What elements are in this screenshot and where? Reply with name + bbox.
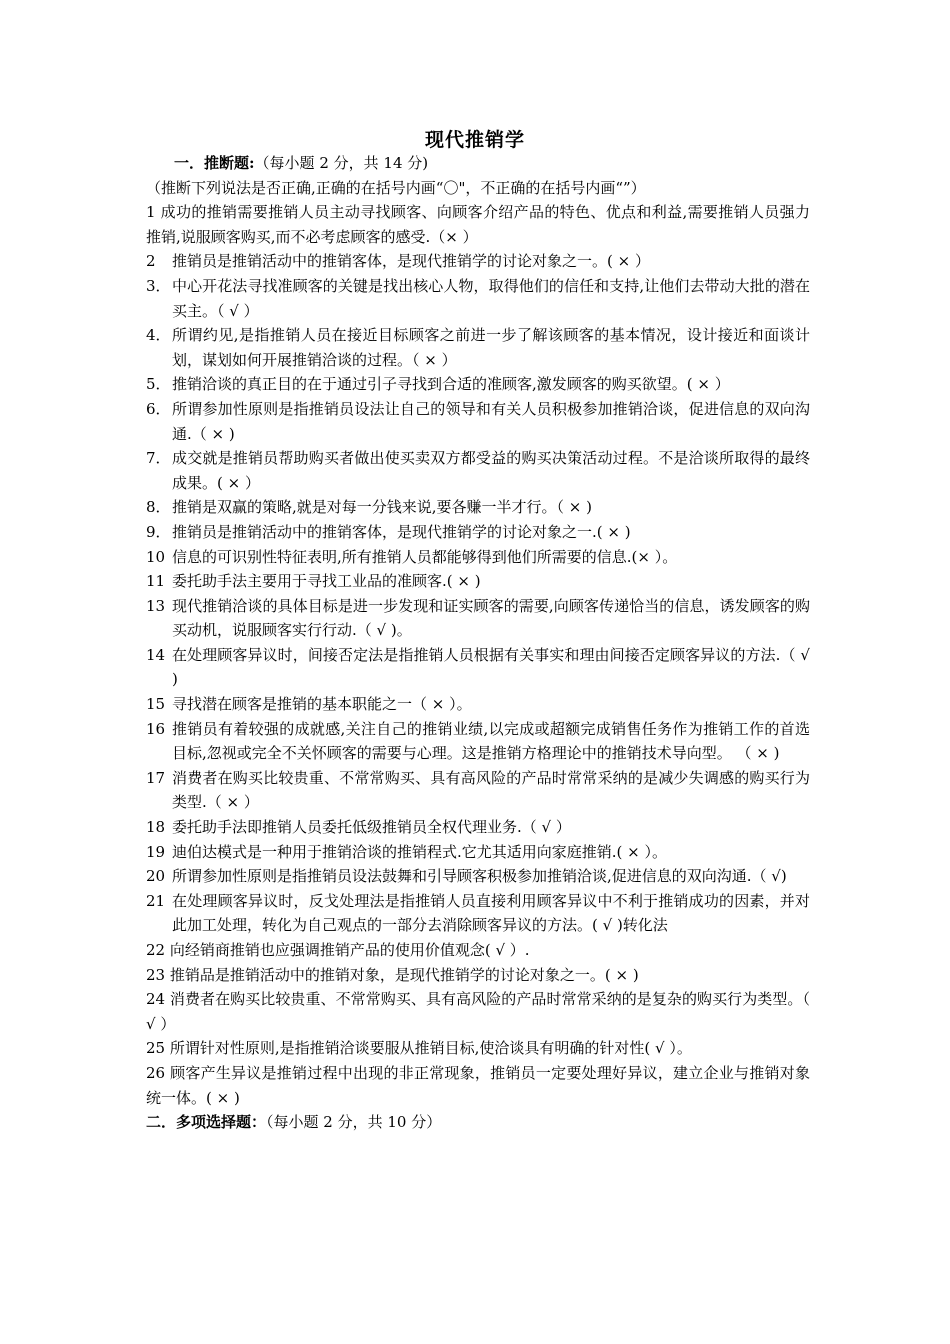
item-number: 6． [146,399,171,418]
list-item [146,692,810,717]
document-title: 现代推销学 [424,129,525,151]
list-item [146,717,810,766]
item-number: 9． [146,522,171,541]
list-item [146,569,810,594]
section2-heading: 二．多项选择题： [146,1113,267,1132]
list-item [146,397,810,446]
item-text: 推销洽谈的真正目的在于通过引子寻找到合适的准顾客,激发顾客的购买欲望。( × ） [172,375,730,394]
item-text: 所谓约见,是指推销人员在接近目标顾客之前进一步了解该顾客的基本情况，设计接近和面谈计划，谋划如何开展推销洽谈的过程。（ × ） [172,326,810,369]
item-number: 14 [146,645,166,664]
item-text: 推销是双赢的策略,就是对每一分钱来说,要各赚一半才行。（ × ) [172,498,592,517]
list-item: 24 消费者在购买比较贵重、不常常购买、具有高风险的产品时常常采纳的是复杂的购买行为类型。（ √ ） [146,990,810,1033]
list-item [146,323,810,372]
item-number: 21 [146,891,166,910]
item-number: 4． [146,326,171,345]
list-item: 1 成功的推销需要推销人员主动寻找顾客、向顾客介绍产品的特色、优点和利益,需要推销人员强力推销,说服顾客购买,而不必考虑顾客的感受.（× ） [146,203,810,246]
list-item: 26 顾客产生异议是推销过程中出现的非正常现象，推销员一定要处理好异议，建立企业与推销对象统一体。( × ) [146,1063,810,1107]
item-text: 迪伯达模式是一种用于推销洽谈的推销程式.它尤其适用向家庭推销.( × ）。 [172,842,667,861]
item-number: 19 [146,842,166,861]
list-item [146,274,810,323]
item-number: 2 [146,252,156,271]
list-item [146,840,810,865]
list-item: 25 所谓针对性原则,是指推销洽谈要服从推销目标,使洽谈具有明确的针对性( √ ）。 [146,1039,692,1058]
list-item [146,249,810,274]
item-text: 委托助手法主要用于寻找工业品的准顾客.( × ) [172,572,481,591]
item-text: 现代推销洽谈的具体目标是进一步发现和证实顾客的需要,向顾客传递恰当的信息，诱发顾客的购买动机，说服顾客实行行动.（ √ )。 [172,596,810,640]
list-item [146,864,810,889]
item-text: 中心开花法寻找准顾客的关键是找出核心人物，取得他们的信任和支持,让他们去带动大批的潜在买主。（ √ ） [172,276,810,320]
list-item [146,446,810,495]
list-item [146,889,810,938]
item-text: 推销员是推销活动中的推销客体，是现代推销学的讨论对象之一。( × ） [172,252,650,271]
list-item [146,815,810,840]
item-text: 推销员是推销活动中的推销客体，是现代推销学的讨论对象之一.( × ) [172,522,631,541]
item-number: 11 [146,572,166,591]
list-item [146,766,810,815]
item-text: 在处理顾客异议时，反戈处理法是指推销人员直接利用顾客异议中不利于推销成功的因素，并对此加工处理，转化为自己观点的一部分去消除顾客异议的方法。( √ )转化法 [172,891,810,935]
item-number: 15 [146,695,166,714]
list-item [146,643,810,692]
section1-instruction: （推断下列说法是否正确,正确的在括号内画“〇"，不正确的在括号内画“”） [146,178,646,197]
item-text: 寻找潜在顾客是推销的基本职能之一（ × ）。 [172,695,472,714]
section1-heading: 一．推断题: [174,154,255,172]
item-text: 成交就是推销员帮助购买者做出使买卖双方都受益的购买决策活动过程。不是洽谈所取得的最终成果。( × ） [172,449,810,492]
item-number: 8． [146,498,171,517]
document-body [146,151,810,1135]
item-number: 18 [146,818,166,837]
item-number: 7． [146,449,171,468]
item-number: 16 [146,719,166,738]
section2-header [146,1110,810,1135]
list-item: 23 推销品是推销活动中的推销对象，是现代推销学的讨论对象之一。( × ) [146,965,639,984]
section1-score: （每小题 2 分，共 14 分) [254,154,429,172]
section2-score: （每小题 2 分，共 10 分） [266,1113,442,1132]
list-item [146,372,810,397]
item-number: 3． [146,276,171,295]
item-text: 推销员有着较强的成就感,关注自己的推销业绩,以完成或超额完成销售任务作为推销工作的首选目标,忽视或完全不关怀顾客的需要与心理。这是推销方格理论中的推销技术导向型。 （ × ) [172,719,810,763]
item-text: 委托助手法即推销人员委托低级推销员全权代理业务.（ √ ） [172,818,571,837]
item-text: 信息的可识别性特征表明,所有推销人员都能够得到他们所需要的信息.(× ）。 [172,547,678,566]
item-text: 所谓参加性原则是指推销员设法鼓舞和引导顾客积极参加推销洽谈,促进信息的双向沟通.（ √) [172,867,787,886]
list-item [146,520,810,545]
item-text: 消费者在购买比较贵重、不常常购买、具有高风险的产品时常常采纳的是减少失调感的购买行为类型.（ × ） [172,768,810,812]
item-number: 13 [146,596,166,615]
item-text: 所谓参加性原则是指推销员设法让自己的领导和有关人员积极参加推销洽谈，促进信息的双向沟通.（ × ) [172,399,810,443]
list-item [146,545,810,570]
list-item [146,495,810,520]
item-text: 在处理顾客异议时，间接否定法是指推销人员根据有关事实和理由间接否定顾客异议的方法.（ √ ) [172,645,810,689]
item-number: 10 [146,547,166,566]
item-number: 17 [146,768,166,787]
list-item: 22 向经销商推销也应强调推销产品的使用价值观念( √ ）. [146,941,530,959]
list-item [146,594,810,643]
item-number: 20 [146,867,166,886]
section1-header [146,151,810,176]
item-number: 5． [146,375,171,394]
